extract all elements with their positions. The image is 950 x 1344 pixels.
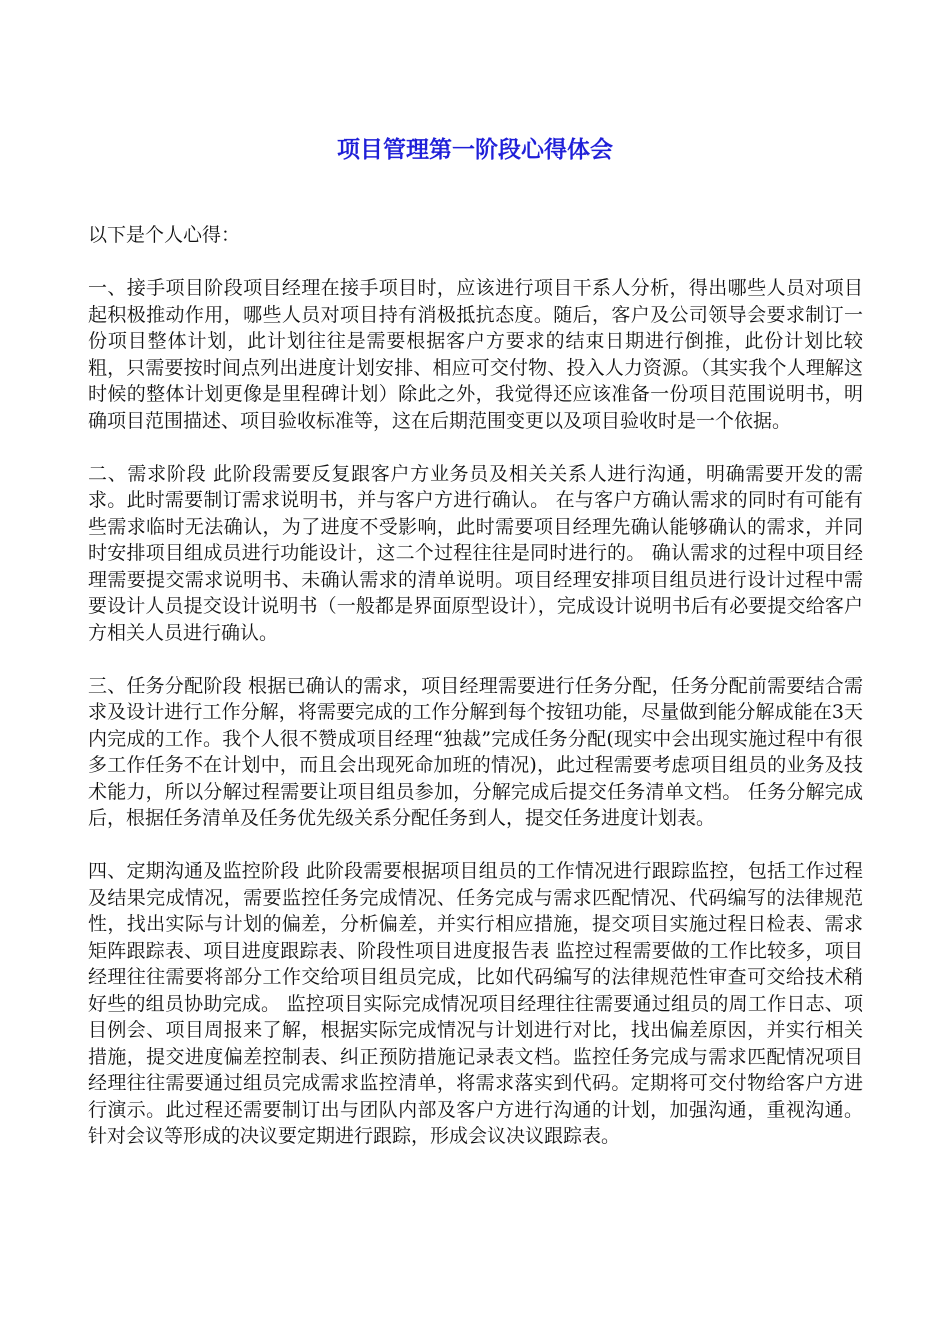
paragraph-1: 一、接手项目阶段项目经理在接手项目时，应该进行项目干系人分析，得出哪些人员对项目起积极推动作用，哪些人员对项目持有消极抵抗态度。随后，客户及公司领导会要求制订一份项目整体计划，此计划往往是需要根据客户方要求的结束日期进行倒推，此份计划比较粗，只需要按时间点列出进度计划安排、相应可交付物、投入人力资源。（其实我个人理解这时候的整体计划更像是里程碑计划）除此之外，我觉得还应该准备一份项目范围说明书，明确项目范围描述、项目验收标准等，这在后期范围变更以及项目验收时是一个依据。 bbox=[88, 277, 863, 432]
paragraph-4: 四、定期沟通及监控阶段 此阶段需要根据项目组员的工作情况进行跟踪监控，包括工作过程及结果完成情况，需要监控任务完成情况、任务完成与需求匹配情况、代码编写的法律规范性，找出实际与计划的偏差，分析偏差，并实行相应措施，提交项目实施过程日检表、需求矩阵跟踪表、项目进度跟踪表、阶段性项目进度报告表 监控过程需要做的工作比较多，项目经理往往需要将部分工作交给项目组员完成，比如代码编写的法律规范性审查可交给技术稍好些的组员协助完成。 监控项目实际完成情况项目经理往往需要通过组员的周工作日志、项目例会、项目周报来了解，根据实际完成情况与计划进行对比，找出偏差原因，并实行相关措施，提交进度偏差控制表、纠正预防措施记录表文档。监控任务完成与需求匹配情况项目经理往往需要通过组员完成需求监控清单，将需求落实到代码。定期将可交付物给客户方进行演示。此过程还需要制订出与团队内部及客户方进行沟通的计划，加强沟通，重视沟通。针对会议等形成的决议要定期进行跟踪，形成会议决议跟踪表。 bbox=[88, 860, 863, 1147]
paragraph-3: 三、任务分配阶段 根据已确认的需求，项目经理需要进行任务分配，任务分配前需要结合需求及设计进行工作分解，将需要完成的工作分解到每个按钮功能，尽量做到能分解成能在3天内完成的工作。我个人很不赞成项目经理“独裁”完成任务分配(现实中会出现实施过程中有很多工作任务不在计划中，而且会出现死命加班的情况)，此过程需要考虑项目组员的业务及技术能力，所以分解过程需要让项目组员参加，分解完成后提交任务清单文档。 任务分解完成后，根据任务清单及任务优先级关系分配任务到人，提交任务进度计划表。 bbox=[88, 674, 863, 829]
paragraph-2: 二、需求阶段 此阶段需要反复跟客户方业务员及相关关系人进行沟通，明确需要开发的需求。此时需要制订需求说明书，并与客户方进行确认。 在与客户方确认需求的同时有可能有些需求临时无法确认，为了进度不受影响，此时需要项目经理先确认能够确认的需求，并同时安排项目组成员进行功能设计，这二个过程往往是同时进行的。 确认需求的过程中项目经理需要提交需求说明书、未确认需求的清单说明。项目经理安排项目组员进行设计过程中需要设计人员提交设计说明书（一般都是界面原型设计），完成设计说明书后有必要提交给客户方相关人员进行确认。 bbox=[88, 462, 863, 644]
document-body bbox=[88, 222, 863, 1176]
intro-paragraph: 以下是个人心得： bbox=[88, 224, 241, 246]
document-title: 项目管理第一阶段心得体会 bbox=[337, 137, 613, 163]
